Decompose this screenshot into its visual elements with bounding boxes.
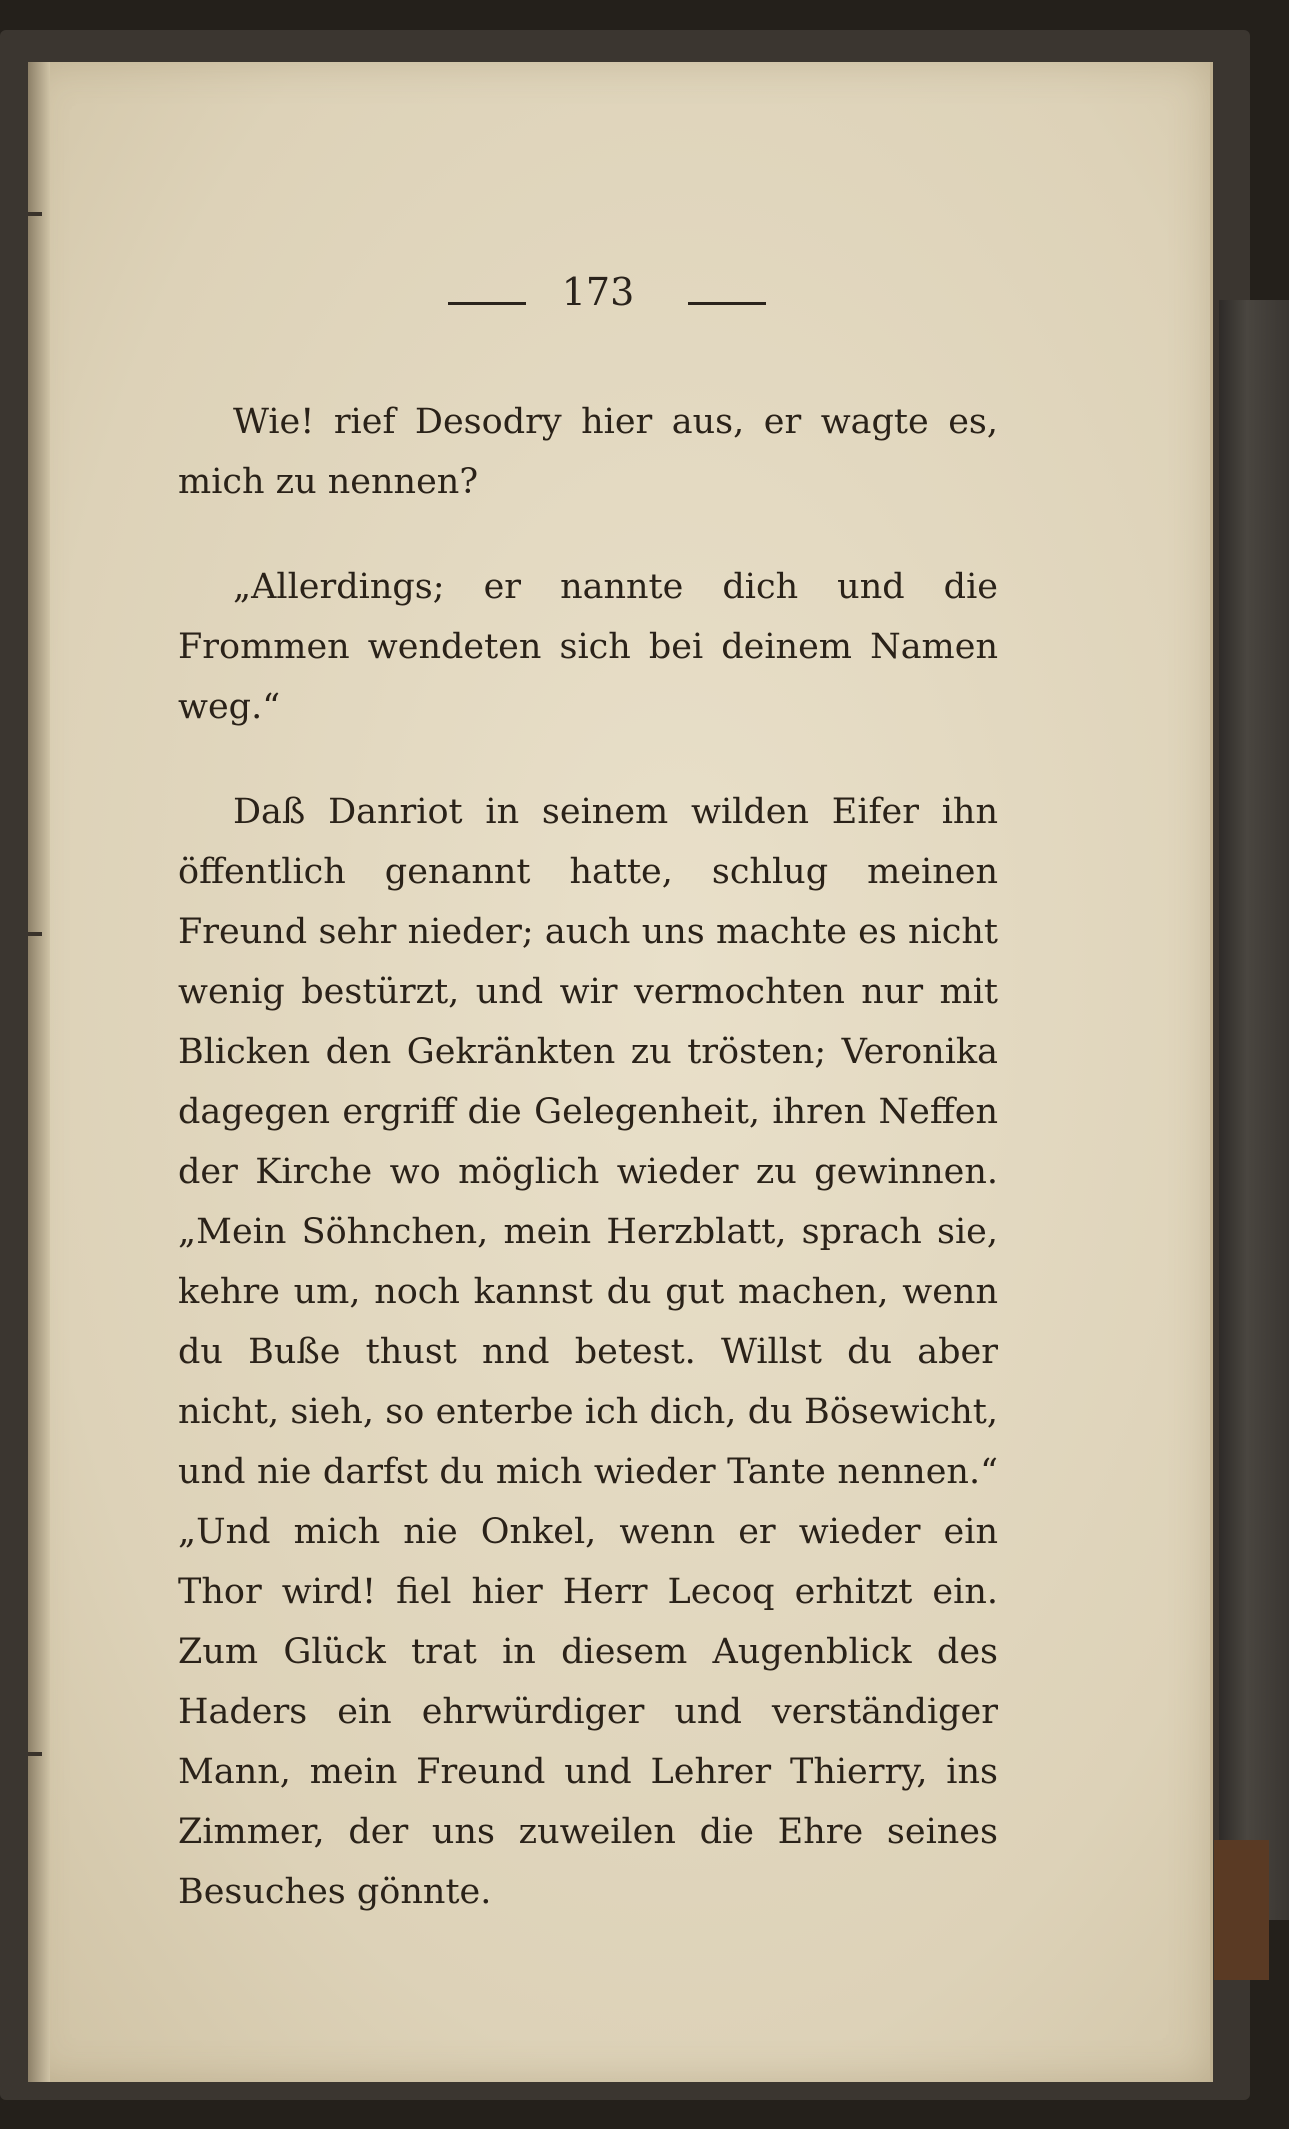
header-rule-left <box>448 302 526 305</box>
gutter-mark <box>28 1752 42 1756</box>
book-spine <box>1219 300 1289 1920</box>
gutter-mark <box>28 932 42 936</box>
page-header <box>178 270 978 330</box>
header-rule-right <box>688 302 766 305</box>
paragraph: Daß Danriot in seinem wilden Eifer ihn öffentlich genannt hatte, schlug meinen Freund sehr nieder; auch uns machte es nicht wenig bestürzt, und wir vermochten nur mit Blicken den Gekränkten zu trösten; Veronika dagegen ergriff die Gelegenheit, ihren Neffen der Kirche wo möglich wieder zu gewinnen. „Mein Söhnchen, mein Herzblatt, sprach sie, kehre um, noch kannst du gut machen, wenn du Buße thust nnd betest. Willst du aber nicht, sieh, so enterbe ich dich, du Bösewicht, und nie darfst du mich wieder Tante nennen.“ „Und mich nie Onkel, wenn er wieder ein Thor wird! fiel hier Herr Lecoq erhitzt ein. Zum Glück trat in diesem Augenblick des Haders ein ehrwürdiger und verständiger Mann, mein Freund und Lehrer Thierry, ins Zimmer, der uns zuweilen die Ehre seines Besuches gönnte. <box>178 792 998 1912</box>
spine-tab <box>1214 1840 1269 1980</box>
paragraph: „Allerdings; er nannte dich und die Frommen wendeten sich bei deinem Namen weg.“ <box>178 567 998 727</box>
paragraph: Wie! rief Desodry hier aus, er wagte es, mich zu nennen? <box>178 402 998 502</box>
book-page <box>28 62 1213 2082</box>
page-gutter <box>28 62 50 2082</box>
body-text <box>178 392 998 1922</box>
page-number: 173 <box>561 270 635 314</box>
gutter-mark <box>28 212 42 216</box>
